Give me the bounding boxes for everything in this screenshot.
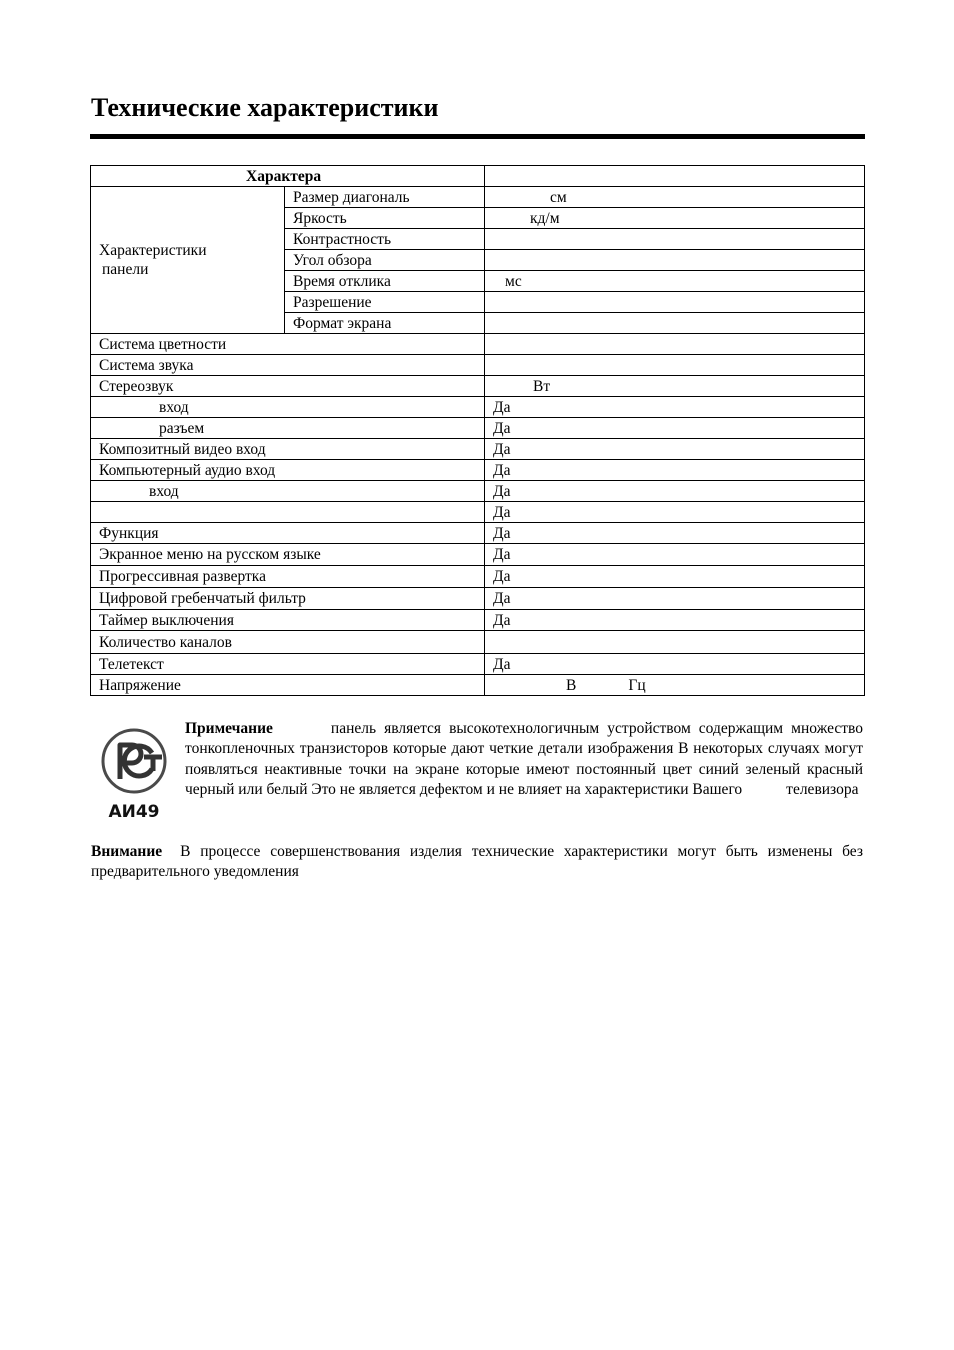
spec-value (485, 250, 865, 271)
table-row (91, 397, 865, 418)
table-row (91, 544, 865, 566)
spec-value (485, 334, 865, 355)
title-underline (90, 134, 865, 139)
table-row (91, 610, 865, 631)
spec-name: разъем (91, 418, 485, 439)
table-row (91, 631, 865, 654)
table-row (91, 187, 865, 208)
spec-value: Да (485, 566, 865, 588)
table-row (91, 654, 865, 675)
spec-name: Формат экрана (285, 313, 485, 334)
spec-value: Да (485, 397, 865, 418)
certification-code: АИ49 (108, 802, 160, 822)
table-row (91, 675, 865, 696)
note-text-end: телевизора (786, 780, 859, 798)
table-row (91, 334, 865, 355)
spec-name: Система звука (91, 355, 485, 376)
spec-name: Компьютерный аудио вход (91, 460, 485, 481)
spec-name: Таймер выключения (91, 610, 485, 631)
spec-value: Да (485, 544, 865, 566)
table-row (91, 355, 865, 376)
spec-value: мс (485, 271, 865, 292)
spec-value (485, 229, 865, 250)
table-row (91, 566, 865, 588)
spec-name: Размер диагональ (285, 187, 485, 208)
spec-value: Вт (485, 376, 865, 397)
warning-paragraph (91, 842, 863, 883)
table-header-row (91, 166, 865, 187)
spec-value: кд/м (485, 208, 865, 229)
warning-label: Внимание (91, 843, 163, 860)
spec-name: Система цветности (91, 334, 485, 355)
spec-value: Да (485, 460, 865, 481)
spec-name: Угол обзора (285, 250, 485, 271)
rst-certification-icon (100, 727, 168, 823)
spec-value: Да (485, 481, 865, 502)
table-row (91, 376, 865, 397)
spec-name: Стереозвук (91, 376, 485, 397)
spec-value: Да (485, 418, 865, 439)
voltage-value: В Гц (485, 675, 865, 696)
spec-name: Цифровой гребенчатый фильтр (91, 588, 485, 610)
spec-name: Количество каналов (91, 631, 485, 654)
spec-name: Контрастность (285, 229, 485, 250)
specifications-table (90, 165, 865, 696)
table-row (91, 588, 865, 610)
spec-value: Да (485, 610, 865, 631)
spec-name: Экранное меню на русском языке (91, 544, 485, 566)
spec-name (91, 502, 485, 523)
table-row (91, 481, 865, 502)
spec-name: Яркость (285, 208, 485, 229)
spec-name: Напряжение (91, 675, 485, 696)
spec-name: Функция (91, 523, 485, 544)
spec-value: Да (485, 654, 865, 675)
table-row (91, 439, 865, 460)
note-text: панель является высокотехнологичным устройством содержащим множество тонкопленочных транзисторов которые дают четкие детали изображения В некоторых случаях могут появляться неактивные точки на экране которые имеют постоянный цвет синий зеленый красный черный или белый Это не является дефектом и не влияет на характеристики Вашего (185, 720, 863, 798)
spec-value: Да (485, 523, 865, 544)
panel-characteristics-label: Характеристики панели (91, 187, 285, 334)
note-paragraph (185, 719, 863, 800)
spec-name: Время отклика (285, 271, 485, 292)
spec-name: Телетекст (91, 654, 485, 675)
spec-value: Да (485, 502, 865, 523)
spec-value (485, 292, 865, 313)
page-title: Технические характеристики (91, 93, 439, 122)
spec-value: Да (485, 588, 865, 610)
table-header-cell: Характера (91, 166, 485, 187)
table-row (91, 418, 865, 439)
spec-name: вход (91, 481, 485, 502)
certification-logo (100, 727, 168, 823)
spec-value: Да (485, 439, 865, 460)
spec-value: см (485, 187, 865, 208)
table-row (91, 523, 865, 544)
table-header-empty-cell (485, 166, 865, 187)
table-row (91, 460, 865, 481)
table-row (91, 502, 865, 523)
note-label: Примечание (185, 720, 273, 737)
spec-value (485, 631, 865, 654)
spec-value (485, 313, 865, 334)
spec-name: Прогрессивная развертка (91, 566, 485, 588)
warning-text: В процессе совершенствования изделия технические характеристики могут быть изменены без предварительного уведомления (91, 843, 863, 881)
spec-name: вход (91, 397, 485, 418)
spec-value (485, 355, 865, 376)
spec-name: Композитный видео вход (91, 439, 485, 460)
spec-name: Разрешение (285, 292, 485, 313)
